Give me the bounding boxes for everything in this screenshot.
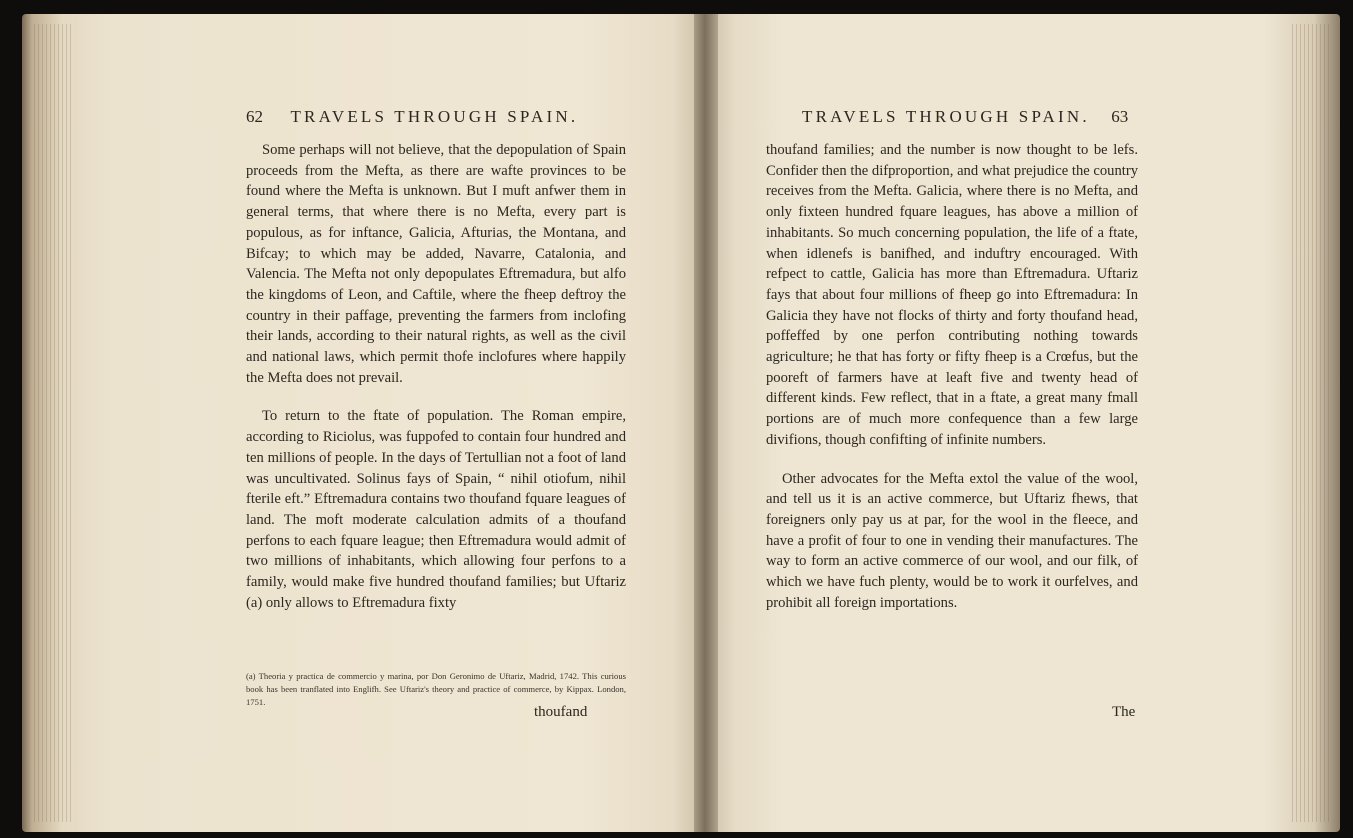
right-running-title: TRAVELS THROUGH SPAIN. bbox=[802, 107, 1090, 126]
left-paragraph-1: Some perhaps will not believe, that the depopulation of Spain proceeds from the Mefta, as there are wafte provinces to be found where the Mefta is unknown. But I muft anfwer them in general terms, that where there is no Mefta, every part is populous, as for inftance, Galicia, Afturias, the Montana, and Bifcay; to which may be added, Navarre, Catalonia, and Valencia. The Mefta not only depopulates Eftremadura, but alfo the kingdoms of Leon, and Caftile, where the fheep deftroy the country in their paffage, preventing the farmers from inclofing their lands, according to their natural rights, as well as the civil and national laws, which permit thofe inclofures where happily the Mefta does not prevail. bbox=[246, 142, 626, 386]
right-paragraph-2: Other advocates for the Mefta extol the value of the wool, and tell us it is an active commerce, but Uftariz fhews, that foreigners only pay us at par, for the wool in the fleece, and have a profit of four to one in vending their manufactures. The way to form an active commerce of our wool, and our filk, of which we have fuch plenty, would be to work it ourfelves, and prohibit all foreign importations. bbox=[766, 470, 1138, 611]
right-body-text bbox=[766, 140, 1138, 613]
right-running-head bbox=[802, 107, 1128, 127]
left-running-title: TRAVELS THROUGH SPAIN. bbox=[290, 107, 579, 126]
right-page bbox=[704, 14, 1340, 832]
page-edges bbox=[34, 24, 74, 822]
page-edges bbox=[1292, 24, 1332, 822]
left-footnote: (a) Theoria y practica de commercio y marina, por Don Geronimo de Uftariz, Madrid, 1742. This curious book has been tranflated into Englifh. See Uftariz's theory and practice of commerce, by Kippax. London, 1751. bbox=[246, 671, 626, 707]
left-body-text bbox=[246, 140, 626, 613]
open-book bbox=[22, 14, 1342, 834]
right-folio: 63 bbox=[1111, 107, 1129, 126]
left-paragraph-2: To return to the ftate of population. The Roman empire, according to Riciolus, was fuppofed to contain four hundred and ten millions of people. In the days of Tertullian not a foot of land was uncultivated. Solinus fays of Spain, “ nihil otiofum, nihil fterile eft.” Eftremadura contains two thoufand fquare leagues of land. The moft moderate calculation admits of a thoufand perfons to each fquare league; then Eftremadura would admit of two millions of inhabitants, which allowing four perfons to a family, would make five hundred thoufand families; but Uftariz (a) only allows to Eftremadura fixty bbox=[246, 408, 626, 611]
left-catchword: thoufand bbox=[534, 704, 588, 720]
book-gutter bbox=[694, 14, 718, 832]
left-page bbox=[22, 14, 704, 832]
left-running-head bbox=[246, 107, 578, 127]
right-paragraph-1: thoufand families; and the number is now thought to be lefs. Confider then the difproportion, and what prejudice the country receives from the Mefta. Galicia, where there is no Mefta, and only fixteen hundred fquare leagues, has above a million of inhabitants. So much concerning population, the life of a ftate, when idlenefs is banifhed, and induftry encouraged. With refpect to cattle, Galicia has more than Eftremadura. Uftariz fays that about four millions of fheep go into Eftremadura: In Galicia they have not flocks of thirty and forty thoufand head, poffeffed by one perfon contributing nothing towards agriculture; he that has forty or fifty fheep is a Crœfus, but the pooreft of farmers have at leaft five and twenty head of different kinds. Few reflect, that in a ftate, a great many fmall portions are of much more confequence than a few large divifions, though confifting of infinite numbers. bbox=[766, 142, 1138, 448]
left-folio: 62 bbox=[246, 107, 263, 126]
right-catchword: The bbox=[1112, 704, 1136, 720]
